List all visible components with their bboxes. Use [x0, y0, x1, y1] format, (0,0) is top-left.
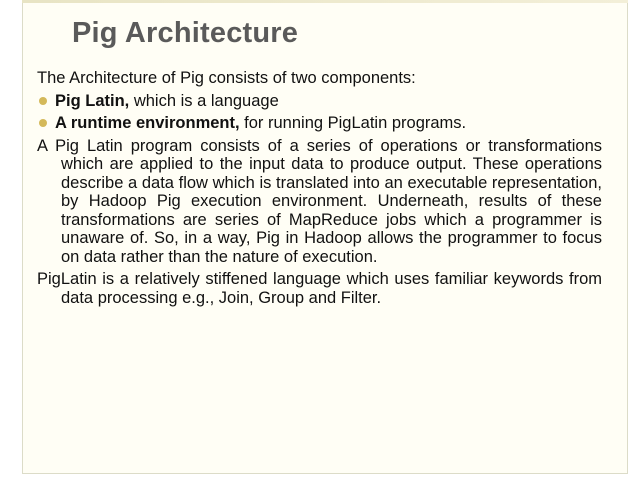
bullet-rest-text: which is a language — [129, 91, 279, 110]
bullet-item-pig-latin — [37, 92, 602, 111]
bullet-bold-text: A runtime environment, — [55, 114, 240, 132]
paragraph-pig-latin-program: A Pig Latin program consists of a series of operations or transformations which are applied to the input data to produce output. These operations describe a data flow which is translated into an executable representation, by Hadoop Pig execution environment. Underneath, results of these transformations are series of MapReduce jobs which a programmer is unaware of. So, in a way, Pig in Hadoop allows the programmer to focus on data rather than the nature of execution. — [37, 136, 602, 266]
top-ornament — [22, 0, 628, 3]
bullet-item-runtime-environment — [37, 114, 602, 133]
bullet-text — [55, 114, 466, 133]
left-margin-band — [0, 0, 22, 478]
slide-content — [37, 69, 602, 311]
bullet-dot-icon — [39, 119, 47, 127]
bullet-rest-text: for running PigLatin programs. — [239, 114, 467, 132]
paragraph-piglatin-language: PigLatin is a relatively stiffened language which uses familiar keywords from data processing e.g., Join, Group and Filter. — [37, 270, 602, 307]
bullet-dot-icon — [39, 97, 47, 105]
slide-title: Pig Architecture — [72, 17, 299, 49]
bullet-text — [55, 92, 279, 111]
intro-text: The Architecture of Pig consists of two components: — [37, 69, 416, 87]
bullet-bold-text: Pig Latin, — [55, 91, 130, 110]
